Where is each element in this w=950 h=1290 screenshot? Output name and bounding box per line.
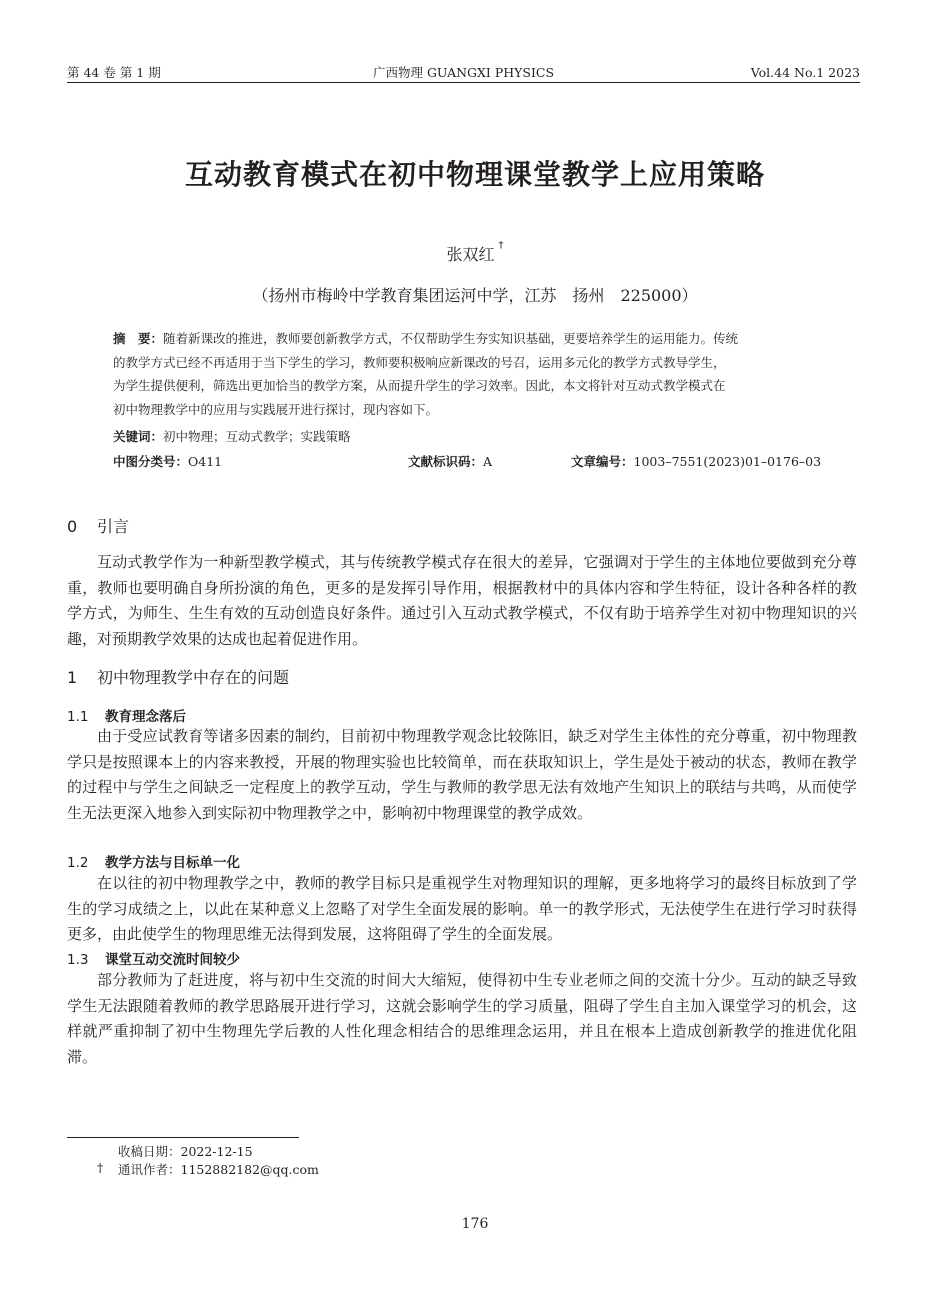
abstract-line: 初中物理教学中的应用与实践展开进行探讨，现内容如下。 (113, 401, 439, 417)
intro-paragraph: 互动式教学作为一种新型教学模式，其与传统教学模式存在很大的差异，它强调对于学生的主体地位要做到充分尊重，教师也要明确自身所扮演的角色，更多的是发挥引导作用，根据教材中的具体内容和学生特征，设计各种各样的教学方式，为师生、生生有效的互动创造良好条件。通过引入互动式教学模式，不仅有助于培养学生对初中物理知识的兴趣，对预期教学效果的达成也起着促进作用。 (67, 553, 857, 648)
received-date: 收稿日期：2022-12-15 (118, 1144, 253, 1159)
author-affiliation: （扬州市梅岭中学教育集团运河中学，江苏 扬州 225000） (252, 286, 698, 305)
journal-name: 广西物理 GUANGXI PHYSICS (372, 65, 555, 80)
journal-volume-english: Vol.44 No.1 2023 (750, 65, 860, 80)
document-code: 文献标识码：A (408, 454, 493, 469)
page-number: 176 (461, 1216, 489, 1232)
section-heading (67, 665, 289, 688)
abstract-line: 为学生提供便利，筛选出更加恰当的教学方案，从而提升学生的学习效率。因此，本文将针对互动式教学模式在 (113, 378, 726, 393)
clc-number: 中图分类号：O411 (113, 454, 223, 469)
paper-title: 互动教育模式在初中物理课堂教学上应用策略 (184, 158, 765, 191)
keywords-label: 关键词： (113, 429, 164, 444)
section-title: 初中物理教学中存在的问题 (97, 668, 290, 687)
subsection-heading: 1.3 课堂互动交流时间较少 (67, 952, 240, 968)
subsection-heading: 1.2 教学方法与目标单一化 (67, 855, 240, 871)
corresponding-mark: † (97, 1160, 104, 1175)
body-paragraph: 由于受应试教育等诸多因素的制约，目前初中物理教学观念比较陈旧，缺乏对学生主体性的充分尊重，初中物理教学只是按照课本上的内容来教授，开展的物理实验也比较简单，而在获取知识上，学生是处于被动的状态，教师在教学的过程中与学生之间缺乏一定程度上的教学互动，学生与教师的教学思无法有效地产生知识上的联结与共鸣，从而使学生无法更深入地参入到实际初中物理教学之中，影响初中物理课堂的教学成效。 (67, 727, 857, 822)
abstract (113, 327, 831, 421)
abstract-line: 的教学方式已经不再适用于当下学生的学习，教师要积极响应新课改的号召，运用多元化的教学方式教导学生， (113, 354, 726, 370)
body-paragraph: 在以往的初中物理教学之中，教师的教学目标只是重视学生对物理知识的理解，更多地将学习的最终目标放到了学生的学习成绩之上，以此在某种意义上忽略了对学生全面发展的影响。单一的教学形式，无法使学生在进行学习时获得更多，由此使学生的物理思维无法得到发展，这将阻碍了学生的全面发展。 (67, 874, 857, 943)
section-number: 1 (67, 668, 78, 687)
section-number: 0 (67, 517, 78, 536)
author-name: 张双红 (446, 245, 495, 264)
keywords (113, 427, 351, 445)
author-line (0, 242, 950, 265)
abstract-line: 摘 要：随着新课改的推进，教师要创新教学方式，不仅帮助学生夯实知识基础，更要培养学生的运用能力。传统 (113, 331, 739, 346)
corresponding-author: 通讯作者：1152882182@qq.com (118, 1162, 319, 1177)
body-paragraph: 部分教师为了赶进度，将与初中生交流的时间大大缩短，使得初中生专业老师之间的交流十分少。互动的缺乏导致学生无法跟随着教师的教学思路展开进行学习，这就会影响学生的学习质量，阻碍了学生自主加入课堂学习的机会，这样就严重抑制了初中生物理先学后教的人性化理念相结合的思维理念运用，并且在根本上造成创新教学的推进优化阻滞。 (67, 971, 857, 1066)
section-title: 引言 (97, 517, 130, 536)
running-header (67, 64, 860, 83)
subsection-heading: 1.1 教育理念落后 (67, 709, 186, 725)
keywords-text: 初中物理；互动式教学；实践策略 (163, 429, 351, 444)
article-number: 文章编号：1003–7551(2023)01–0176–03 (571, 454, 822, 469)
footnote-rule (67, 1137, 299, 1138)
corresponding-author-mark: † (498, 240, 504, 251)
journal-volume-issue: 第 44 卷 第 1 期 (67, 65, 161, 80)
section-heading (67, 514, 129, 537)
abstract-label: 摘 要： (113, 331, 164, 346)
